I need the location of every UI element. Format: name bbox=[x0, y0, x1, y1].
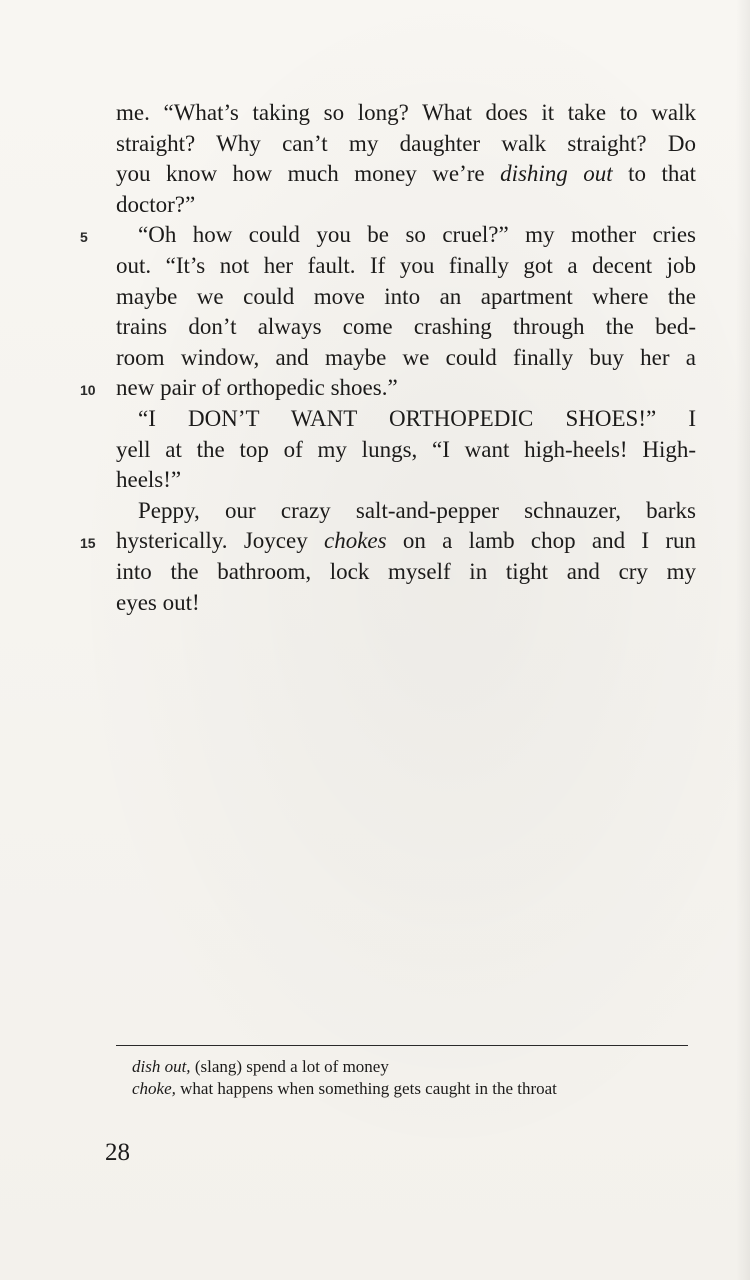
text-segment: out. “It’s not her fault. If you finally got a decent job bbox=[116, 252, 696, 278]
text-segment: room window, and maybe we could finally buy her a bbox=[116, 344, 696, 370]
footnote-definition: what happens when something gets caught in the throat bbox=[175, 1079, 557, 1098]
footnote-rule bbox=[116, 1045, 688, 1046]
text-line bbox=[116, 159, 696, 190]
line-number: 15 bbox=[80, 535, 96, 552]
text-line bbox=[80, 220, 696, 251]
text-line bbox=[116, 588, 696, 619]
text-segment: “Oh how could you be so cruel?” my mother cries bbox=[138, 222, 696, 248]
text-line bbox=[116, 404, 696, 435]
text-segment: doctor?” bbox=[116, 191, 196, 217]
text-line bbox=[116, 282, 696, 313]
text-line bbox=[116, 251, 696, 282]
text-segment: straight? Why can’t my daughter walk straight? Do bbox=[116, 130, 696, 156]
text-line bbox=[80, 373, 696, 404]
text-segment: trains don’t always come crashing through the bed- bbox=[116, 314, 696, 340]
text-segment: yell at the top of my lungs, “I want high-heels! High- bbox=[116, 436, 696, 462]
text-line bbox=[116, 435, 696, 466]
text-segment: eyes out! bbox=[116, 589, 200, 615]
line-number: 10 bbox=[80, 382, 96, 399]
footnote bbox=[132, 1056, 692, 1078]
text-segment: me. “What’s taking so long? What does it take to walk bbox=[116, 100, 696, 125]
text-segment: on a lamb chop and I run bbox=[386, 528, 697, 554]
page-edge-shadow bbox=[736, 0, 750, 1280]
text-segment: new pair of orthopedic shoes.” bbox=[116, 375, 398, 401]
text-line bbox=[116, 190, 696, 221]
footnote bbox=[132, 1078, 692, 1100]
text-segment: “I DON’T WANT ORTHOPEDIC SHOES!” I bbox=[138, 405, 696, 431]
text-segment: to that bbox=[612, 161, 696, 187]
text-line bbox=[80, 526, 697, 557]
text-line bbox=[116, 496, 696, 527]
page-number: 28 bbox=[105, 1139, 130, 1166]
footnote-term: choke, bbox=[132, 1079, 176, 1098]
text-segment: you know how much money we’re bbox=[116, 161, 501, 187]
glossed-term: dishing out bbox=[500, 161, 613, 187]
footnote-definition: (slang) spend a lot of money bbox=[190, 1057, 389, 1076]
text-segment: Peppy, our crazy salt-and-pepper schnauzer, barks bbox=[138, 497, 696, 523]
text-segment: maybe we could move into an apartment where the bbox=[116, 283, 696, 309]
text-segment: heels!” bbox=[116, 467, 182, 493]
text-line bbox=[116, 129, 696, 160]
glossed-term: chokes bbox=[324, 528, 387, 554]
text-segment: hysterically. Joycey bbox=[116, 528, 324, 554]
text-line bbox=[116, 557, 696, 588]
footnotes bbox=[132, 1056, 692, 1100]
text-line bbox=[116, 465, 696, 496]
line-number: 5 bbox=[80, 229, 88, 246]
body-text bbox=[80, 98, 697, 618]
footnote-term: dish out, bbox=[132, 1057, 191, 1076]
text-line bbox=[116, 312, 696, 343]
text-segment: into the bathroom, lock myself in tight and cry my bbox=[116, 558, 696, 584]
text-line bbox=[116, 98, 696, 129]
text-line bbox=[116, 343, 696, 374]
